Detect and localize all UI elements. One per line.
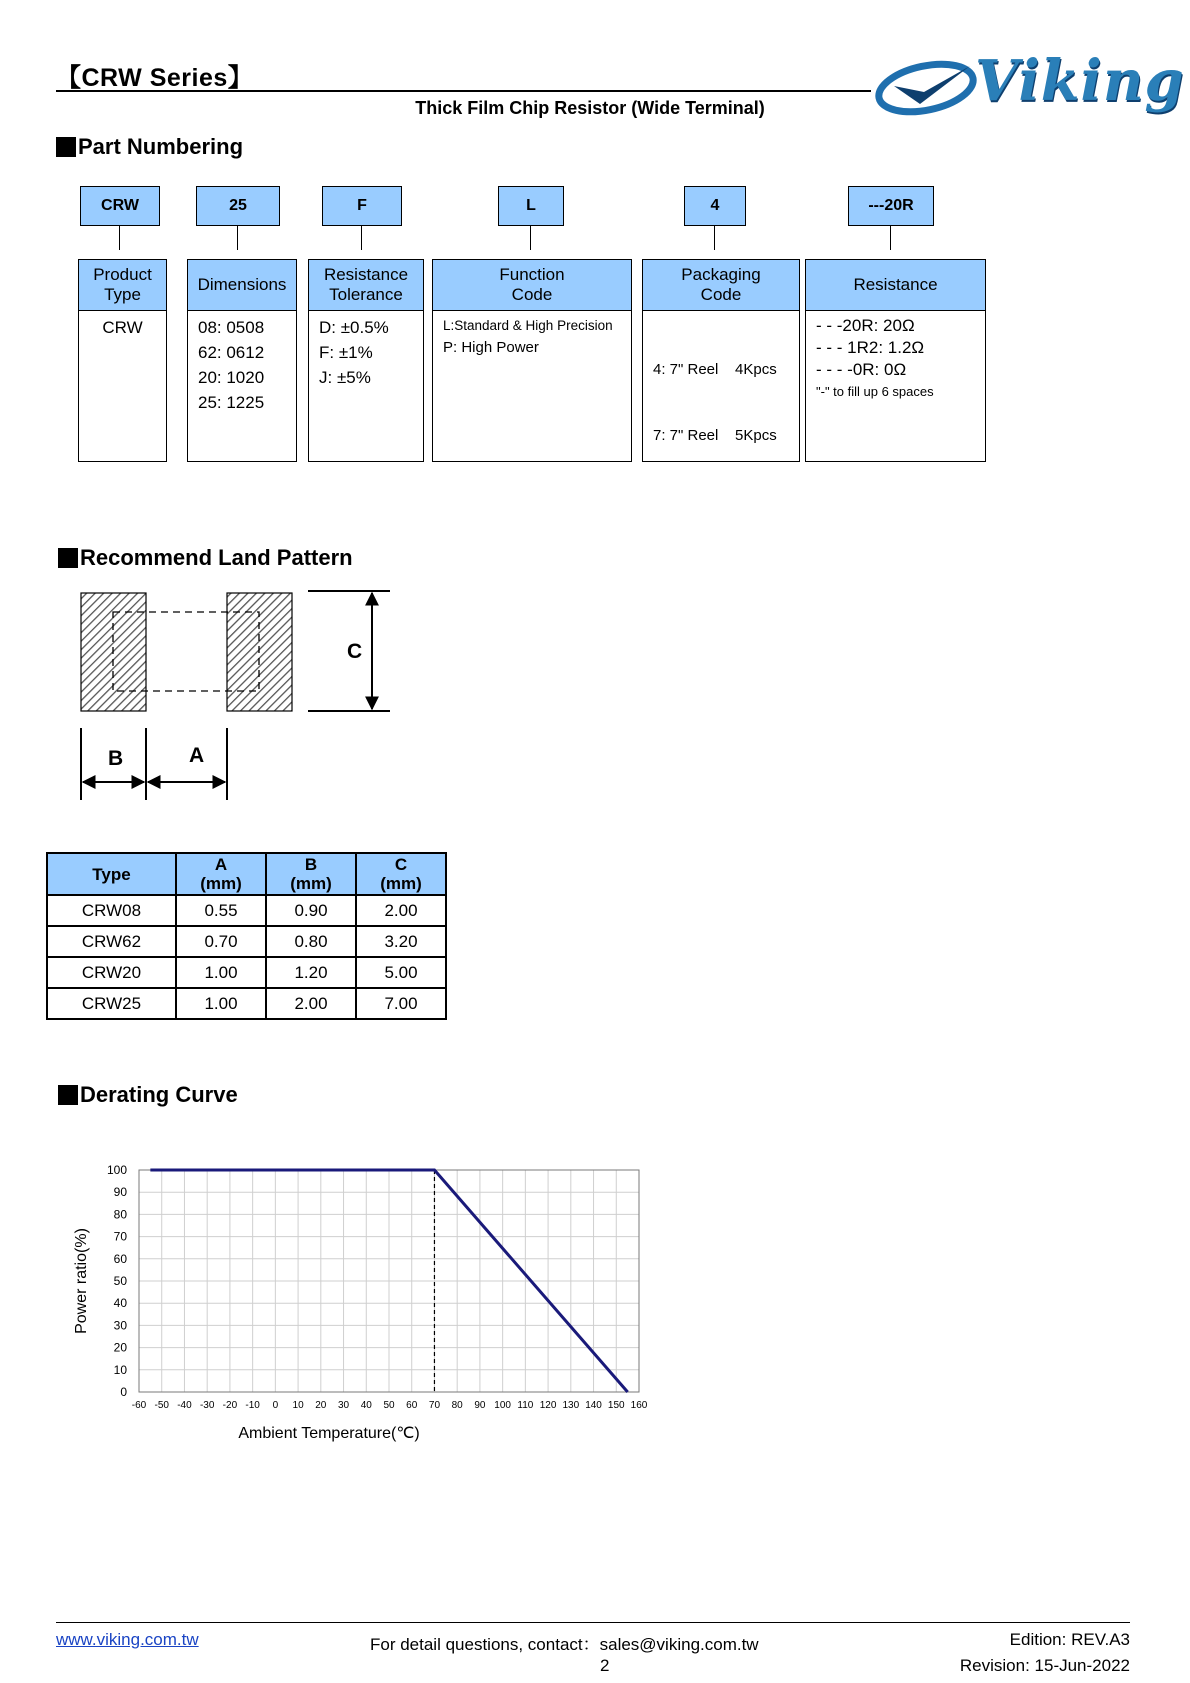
table-cell: 3.20: [356, 926, 446, 957]
table-cell: 1.20: [266, 957, 356, 988]
desc-line: P: High Power: [443, 339, 539, 356]
desc-head-line: Function: [499, 265, 565, 284]
x-tick-label: 10: [292, 1400, 304, 1411]
desc-line: - - - 1R2: 1.2Ω: [816, 338, 925, 357]
table-row: [47, 895, 446, 926]
desc-head: [79, 260, 166, 311]
x-tick-label: 60: [406, 1400, 418, 1411]
table-cell: 2.00: [266, 988, 356, 1019]
viking-logo-icon: [872, 56, 984, 118]
section-land-pattern: [58, 545, 353, 571]
y-tick-label: 10: [113, 1362, 127, 1377]
connector-line: [119, 226, 120, 250]
x-tick-label: 50: [383, 1400, 395, 1411]
derating-chart: [60, 1150, 700, 1470]
desc-head-line: Code: [700, 285, 742, 304]
x-tick-label: 150: [607, 1400, 625, 1411]
desc-line: CRW: [102, 318, 143, 337]
desc-body: [806, 311, 985, 407]
table-header-type: [47, 853, 176, 895]
land-pattern-diagram: [60, 585, 410, 805]
document-subtitle: Thick Film Chip Resistor (Wide Terminal): [415, 98, 765, 118]
desc-line: - - - -0R: 0Ω: [816, 360, 907, 379]
header-text: C: [394, 855, 408, 874]
table-cell: CRW25: [47, 988, 176, 1019]
section-derating-curve: [58, 1082, 238, 1108]
edition-text: Edition: REV.A3: [1009, 1630, 1130, 1649]
desc-line: 08: 0508: [198, 318, 265, 337]
code-tolerance: F: [322, 186, 402, 226]
table-header-a: [176, 853, 266, 895]
desc-resistance: [805, 259, 986, 462]
table-header-b: [266, 853, 356, 895]
table-header-row: [47, 853, 446, 895]
revision-text: Revision: 15-Jun-2022: [959, 1656, 1130, 1675]
code-dimensions: 25: [196, 186, 280, 226]
header-unit: (mm): [290, 874, 332, 893]
desc-head-line: Product: [93, 265, 152, 284]
desc-line: 62: 0612: [198, 343, 265, 362]
desc-line: - - -20R: 20Ω: [816, 316, 915, 335]
desc-body: [79, 311, 166, 344]
desc-head: [309, 260, 423, 311]
land-pattern-table: [46, 852, 447, 1020]
y-tick-label: 90: [113, 1185, 127, 1200]
website-link[interactable]: www.viking.com.tw: [56, 1630, 199, 1649]
x-tick-label: -30: [199, 1400, 215, 1411]
x-tick-label: 100: [494, 1400, 511, 1411]
desc-function: [432, 259, 632, 462]
table-row: [47, 988, 446, 1019]
desc-tolerance: [308, 259, 424, 462]
desc-line: 20: 1020: [198, 368, 265, 387]
table-cell: 0.70: [176, 926, 266, 957]
section-title-text: Derating Curve: [80, 1082, 238, 1107]
x-tick-label: 40: [360, 1400, 372, 1411]
x-tick-label: 110: [517, 1400, 534, 1411]
code-resistance: ---20R: [848, 186, 934, 226]
table-cell: CRW08: [47, 895, 176, 926]
header-text: B: [304, 855, 318, 874]
desc-line: D: ±0.5%: [319, 318, 389, 337]
page-number: 2: [600, 1656, 610, 1675]
table-cell: 0.80: [266, 926, 356, 957]
table-header-c: [356, 853, 446, 895]
desc-head: [806, 260, 985, 311]
y-tick-label: 60: [113, 1251, 127, 1266]
desc-head-line: Dimensions: [197, 275, 287, 294]
header-text: A: [214, 855, 228, 874]
desc-head-line: Type: [104, 285, 141, 304]
series-title: 【CRW Series】: [56, 64, 254, 92]
y-tick-label: 80: [113, 1207, 127, 1222]
header-unit: (mm): [200, 874, 242, 893]
x-tick-label: 90: [474, 1400, 486, 1411]
dim-label-c: C: [347, 640, 363, 663]
table-cell: 0.90: [266, 895, 356, 926]
connector-line: [361, 226, 362, 250]
code-function: L: [498, 186, 564, 226]
header-rule: [56, 90, 871, 92]
dim-label-a: A: [189, 744, 205, 767]
x-tick-label: 160: [630, 1400, 648, 1411]
x-tick-label: 140: [585, 1400, 602, 1411]
table-cell: 5.00: [356, 957, 446, 988]
x-tick-label: 130: [562, 1400, 580, 1411]
desc-body: [188, 311, 296, 419]
y-tick-label: 40: [113, 1296, 127, 1311]
desc-line: L:Standard & High Precision: [443, 318, 613, 333]
desc-body: [643, 311, 799, 495]
y-tick-label: 70: [113, 1229, 127, 1244]
section-title-text: Recommend Land Pattern: [80, 545, 353, 570]
connector-line: [237, 226, 238, 250]
table-row: [47, 957, 446, 988]
table-cell: 1.00: [176, 957, 266, 988]
x-axis-label: Ambient Temperature(℃): [238, 1425, 420, 1442]
desc-head: [188, 260, 296, 311]
desc-product-type: [78, 259, 167, 462]
desc-line: J: ±5%: [319, 368, 371, 387]
desc-line: 25: 1225: [198, 393, 265, 412]
desc-dimensions: [187, 259, 297, 462]
table-cell: 1.00: [176, 988, 266, 1019]
desc-head-line: Tolerance: [329, 285, 403, 304]
desc-head-line: Resistance: [853, 275, 938, 294]
dim-label-b: B: [108, 747, 124, 770]
desc-line: 4: 7" Reel 4Kpcs: [653, 361, 777, 378]
x-tick-label: 80: [451, 1400, 463, 1411]
section-bullet: [58, 548, 78, 568]
y-tick-label: 20: [113, 1340, 127, 1355]
y-tick-label: 30: [113, 1318, 127, 1333]
table-row: [47, 926, 446, 957]
x-tick-label: -60: [131, 1400, 147, 1411]
header-unit: (mm): [380, 874, 422, 893]
desc-body: [309, 311, 423, 394]
desc-line: 7: 7" Reel 5Kpcs: [653, 427, 777, 444]
table-cell: 7.00: [356, 988, 446, 1019]
x-tick-label: -50: [154, 1400, 169, 1411]
section-bullet: [58, 1085, 78, 1105]
section-part-numbering: [56, 134, 243, 160]
section-bullet: [56, 137, 76, 157]
x-tick-label: 70: [428, 1400, 441, 1411]
connector-line: [714, 226, 715, 250]
x-tick-label: 120: [539, 1400, 557, 1411]
footer-rule: [56, 1622, 1130, 1623]
desc-head-line: Resistance: [323, 265, 409, 284]
y-tick-label: 0: [120, 1385, 127, 1399]
desc-body: [433, 311, 631, 363]
table-cell: CRW62: [47, 926, 176, 957]
code-product-type: CRW: [80, 186, 160, 226]
desc-packaging: [642, 259, 800, 462]
x-tick-label: 30: [337, 1400, 350, 1411]
header-text: Type: [92, 864, 131, 884]
table-cell: CRW20: [47, 957, 176, 988]
x-tick-label: 0: [272, 1400, 279, 1411]
x-tick-label: -10: [245, 1400, 260, 1411]
desc-head: [643, 260, 799, 311]
x-tick-label: -20: [222, 1400, 238, 1411]
x-tick-label: 20: [315, 1400, 327, 1411]
section-title-text: Part Numbering: [78, 134, 244, 159]
viking-logo-text: Viking: [975, 48, 1185, 114]
desc-note: "-" to fill up 6 spaces: [816, 384, 934, 399]
y-axis-label: Power ratio(%): [73, 1228, 90, 1334]
table-cell: 0.55: [176, 895, 266, 926]
code-packaging: 4: [684, 186, 746, 226]
contact-text: For detail questions, contact：sales@viking.com.tw: [370, 1635, 759, 1654]
desc-head-line: Packaging: [681, 265, 761, 284]
connector-line: [890, 226, 891, 250]
x-tick-label: -40: [177, 1400, 192, 1411]
y-tick-label: 100: [106, 1163, 127, 1177]
desc-head-line: Code: [511, 285, 553, 304]
connector-line: [530, 226, 531, 250]
desc-head: [433, 260, 631, 311]
y-tick-label: 50: [113, 1274, 127, 1288]
table-cell: 2.00: [356, 895, 446, 926]
desc-line: F: ±1%: [319, 343, 373, 362]
